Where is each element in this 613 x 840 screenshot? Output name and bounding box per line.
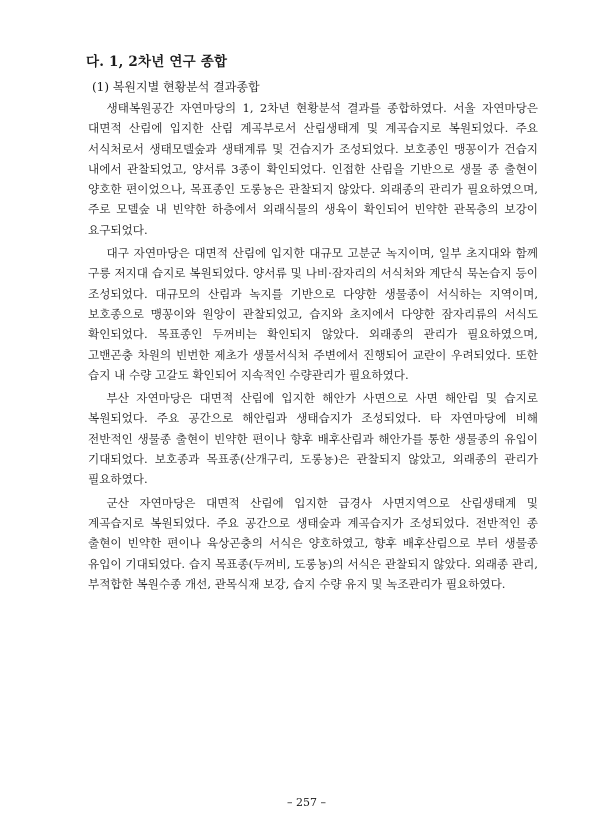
paragraph-daegu: 대구 자연마당은 대면적 산림에 입지한 대규모 고분군 녹지이며, 일부 초지대와 함께 구릉 저지대 습지로 복원되었다. 양서류 및 나비·잠자리의 서식처와 계단식 묵논습지 등이 조성되었다. 대규모의 산림과 녹지를 기반으로 다양한 생물종이 서식하는 지역이며, 보호종으로 맹꽁이와 원앙이 관찰되었고, 습지와 초지에서 다양한 잠자리류의 서식도 확인되었다. 목표종인 두꺼비는 확인되지 않았다. 외래종의 관리가 필요하였으며, 고밴곤충 차원의 빈번한 제초가 생물서식처 주변에서 진행되어 교란이 우려되었다. 또한 습지 내 수량 고갈도 확인되어 지속적인 수량관리가 필요하였다. — [88, 246, 538, 382]
section-heading: 다. 1, 2차년 연구 종합 — [86, 54, 228, 70]
paragraph-busan: 부산 자연마당은 대면적 산림에 입지한 해안가 사면으로 사면 해안림 및 습지로 복원되었다. 주요 공간으로 해안림과 생태습지가 조성되었다. 타 자연마당에 비해 전반적인 생물종 출현이 빈약한 편이나 향후 배후산림과 해안가를 통한 생물종의 유입이 기대되었다. 보호종과 목표종(산개구리, 도롱뇽)은 관찰되지 않았고, 외래종의 관리가 필요하였다. — [88, 391, 538, 487]
paragraph-seoul: 생태복원공간 자연마당의 1, 2차년 현황분석 결과를 종합하였다. 서울 자연마당은 대면적 산림에 입지한 산림 계곡부로서 산림생태계 및 계곡습지로 복원되었다. 주요 서식처로서 생태모델숲과 생태계류 및 건습지가 조성되었다. 보호종인 맹꽁이가 건습지 내에서 관찰되었고, 양서류 3종이 확인되었다. 인접한 산림을 기반으로 생물 종 출현이 양호한 편이었으나, 목표종인 도롱뇽은 관찰되지 않았다. 외래종의 관리가 필요하였으며, 주로 모델숲 내 빈약한 하층에서 외래식물의 생육이 확인되어 빈약한 관목층의 보강이 요구되었다. — [88, 101, 538, 237]
subsection-heading: (1) 복원지별 현황분석 결과종합 — [92, 80, 260, 94]
body-text — [88, 98, 538, 597]
paragraph-gunsan: 군산 자연마당은 대면적 산림에 입지한 급경사 사면지역으로 산림생태계 및 계곡습지로 복원되었다. 주요 공간으로 생태숲과 계곡습지가 조성되었다. 전반적인 종 출현이 빈약한 편이나 육상곤충의 서식은 양호하였고, 향후 배후산림으로 부터 생물종 유입이 기대되었다. 습지 목표종(두꺼비, 도롱뇽)의 서식은 관찰되지 않았다. 외래종 관리, 부적합한 복원수종 개선, 관목식재 보강, 습지 수량 유지 및 녹조관리가 필요하였다. — [88, 495, 538, 591]
page-number: – 257 – — [287, 796, 326, 809]
